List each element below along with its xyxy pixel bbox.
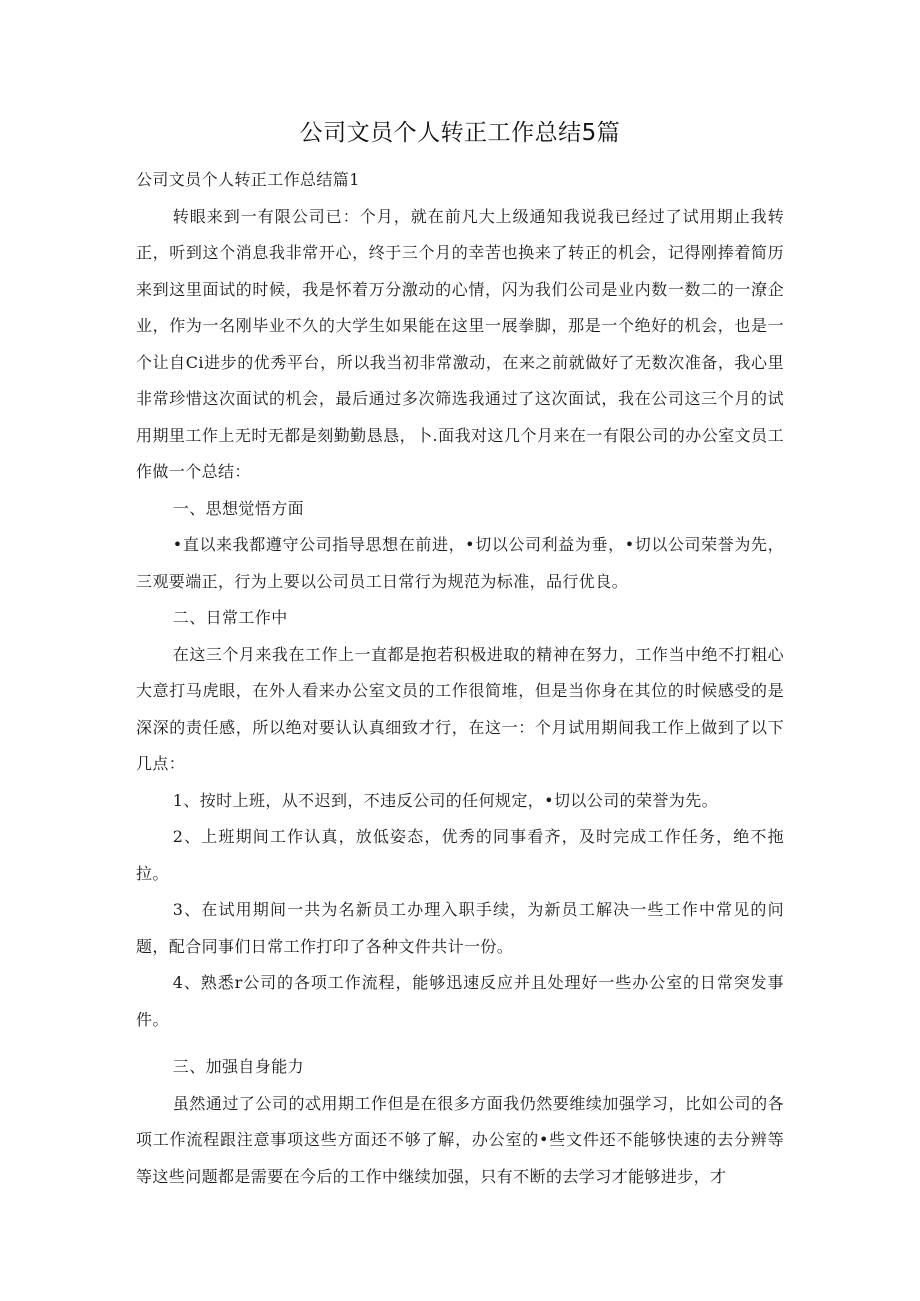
list-item-1: 1、按时上班，从不迟到，不违反公司的任何规定，•切以公司的荣誉为先。 <box>172 790 719 810</box>
heading-daily-work: 二、日常工作中 <box>172 608 288 627</box>
paragraph-self-improvement: 虽然通过了公司的忒用期工作但是在很多方面我仍然要维续加强学习，比如公司的各项工作流程跟注意事项这些方面还不够了解，办公室的•些文件还不能够快速的去分辨等等这些问题都是需要在今后的工作中继续加强，只有不断的去学习才能够进步，才 <box>136 1093 784 1186</box>
paragraph-ideology: •直以来我都遵守公司指导思想在前进，•切以公司利益为垂，•切以公司荣誉为先，三观要端正，行为上要以公司员工日常行为规范为标准，品行优良。 <box>136 535 784 591</box>
list-item-3: 3、在试用期间一共为名新员工办理入职手续，为新员工解决一些工作中常见的问题，配合同事们日常工作打印了各种文件共计一份。 <box>136 900 784 956</box>
document-title: 公司文员个人转正工作总结5篇 <box>299 120 621 146</box>
section-heading: 公司文员个人转正工作总结篇1 <box>136 170 360 189</box>
paragraph-daily-work: 在这三个月来我在工作上一直都是抱若积极进取的精神在努力，工作当中绝不打粗心大意打马虎眼，在外人看来办公室文员的工作很简堆，但是当你身在其位的时候感受的是深深的责任感，所以绝对要认认真细致才行，在这一：个月试用期间我工作上做到了以下几点： <box>136 644 784 773</box>
document-body <box>136 162 784 1195</box>
heading-self-improvement: 三、加强自身能力 <box>172 1057 304 1076</box>
list-item-4: 4、熟悉r公司的各项工作流程，能够迅速反应并且处理好一些办公室的日常突发事件。 <box>136 973 784 1029</box>
list-item-2: 2、上班期间工作认真，放低姿态，优秀的同事看齐，及时完成工作任务，绝不拖拉。 <box>136 827 784 883</box>
paragraph-intro: 转眼来到一有限公司已：个月，就在前凡大上级通知我说我已经过了试用期止我转正，听到这个消息我非常开心，终于三个月的幸苦也换来了转正的机会，记得刚捧着简历来到这里面试的时候，我是怀着万分激动的心情，闪为我们公司是业内数一数二的一潦企业，作为一名刚毕业不久的大学生如果能在这里一展拳脚，那是一个绝好的机会，也是一个让自Ci进步的优秀平台，所以我当初非常激动，在来之前就做好了无数次准备，我心里非常珍惜这次面试的机会，最后通过多次筛选我通过了这次面试，我在公司这三个月的试用期里工作上无时无都是刻勤勤恳恳，卜.面我对这几个月来在一有限公司的办公室文员工作做一个总结： <box>136 206 784 481</box>
heading-ideology: 一、思想觉悟方面 <box>172 498 304 518</box>
